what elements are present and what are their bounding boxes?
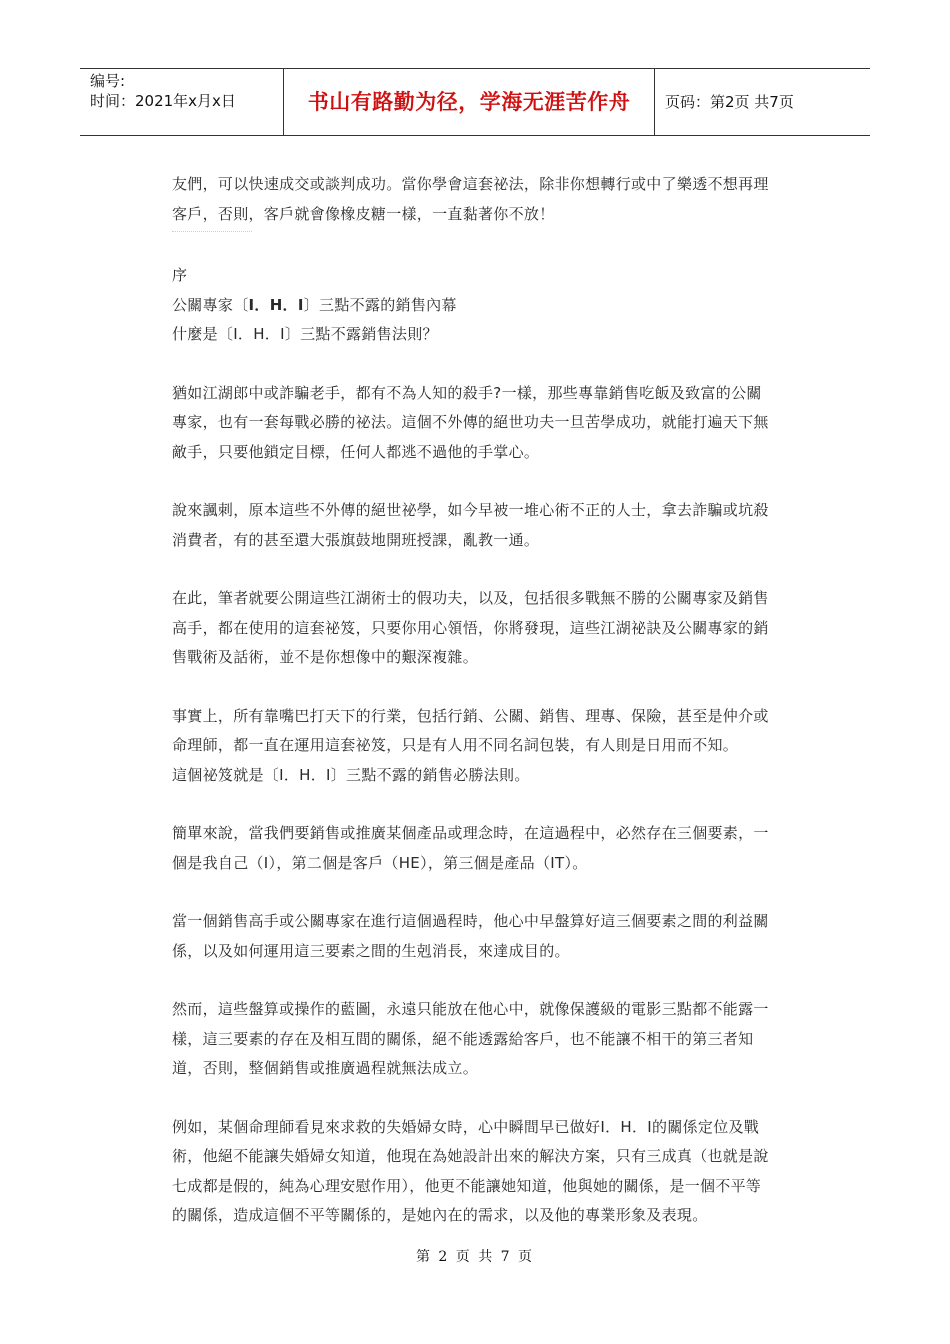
paragraph-line: 的關係，造成這個不平等關係的，是她內在的需求，以及他的專業形象及表現。: [172, 1206, 708, 1224]
preface-heading: [172, 291, 802, 321]
body-paragraph: [172, 584, 802, 673]
number-label: 编号:: [90, 72, 126, 90]
paragraph-line: 命理師，都一直在運用這套祕笈，只是有人用不同名詞包裝，有人則是日用而不知。: [172, 736, 739, 754]
preface-question: 什麼是〔I．H．I〕三點不露銷售法則？: [172, 325, 438, 343]
body-paragraph: [172, 819, 802, 878]
paragraph-line: 七成都是假的，純為心理安慰作用），他更不能讓她知道，他與她的關係，是一個不平等: [172, 1176, 762, 1195]
preface-block: [172, 261, 802, 350]
preface-heading-ihi: I．H．I: [248, 295, 304, 314]
divider: [172, 231, 252, 232]
body-paragraph: [172, 907, 802, 966]
body-paragraph: [172, 702, 802, 791]
body-paragraph: [172, 496, 802, 555]
body-paragraph: [172, 1113, 802, 1231]
header-page-label: 页码：第2页 共7页: [665, 93, 794, 111]
intro-line-2: 客戶，否則，客戶就會像橡皮糖一樣，一直黏著你不放！: [172, 204, 555, 223]
paragraph-line: 敵手，只要他鎖定目標，任何人都逃不過他的手掌心。: [172, 442, 540, 461]
paragraph-line: 專家，也有一套每戰必勝的祕法。這個不外傳的絕世功夫一旦苦學成功，就能打遍天下無: [172, 413, 769, 431]
paragraph-line: 係，以及如何運用這三要素之間的生剋消長，來達成目的。: [172, 941, 570, 960]
preface-title: 序: [172, 266, 188, 284]
paragraph-line: 猶如江湖郎中或詐騙老手，都有不為人知的殺手?一樣，那些專靠銷售吃飯及致富的公關: [172, 383, 762, 402]
paragraph-line: 然而，這些盤算或操作的藍圖，永遠只能放在他心中，就像保護級的電影三點都不能露一: [172, 1000, 769, 1018]
document-header: [80, 68, 870, 136]
paragraph-line: 消費者，有的甚至還大張旗鼓地開班授課，亂教一通。: [172, 530, 540, 549]
paragraph-line: 這個祕笈就是〔I．H．I〕三點不露的銷售必勝法則。: [172, 765, 530, 784]
paragraph-line: 術，他絕不能讓失婚婦女知道，他現在為她設計出來的解決方案，只有三成真（也就是說: [172, 1147, 769, 1165]
body-paragraphs: [172, 379, 802, 1231]
paragraph-line: 例如，某個命理師看見來求救的失婚婦女時，心中瞬間早已做好I．H．I的關係定位及戰: [172, 1117, 760, 1136]
header-meta: [80, 69, 283, 135]
document-body: [172, 170, 802, 1260]
page-footer: 第 2 页 共 7 页: [415, 1249, 535, 1265]
body-paragraph: [172, 995, 802, 1084]
paragraph-line: 售戰術及話術，並不是你想像中的艱深複雜。: [172, 648, 479, 666]
paragraph-line: 高手，都在使用的這套祕笈，只要你用心領悟，你將發現，這些江湖祕訣及公關專家的銷: [172, 618, 769, 637]
paragraph-line: 說來諷刺，原本這些不外傳的絕世祕學，如今早被一堆心術不正的人士，拿去詐騙或坑殺: [172, 501, 769, 519]
paragraph-line: 簡單來說，當我們要銷售或推廣某個產品或理念時，在這過程中，必然存在三個要素，一: [172, 824, 769, 842]
time-label: 时间：2021年x月x日: [90, 92, 236, 110]
paragraph-line: 個是我自己（I），第二個是客戶（HE），第三個是產品（IT）。: [172, 853, 588, 872]
intro-paragraph: [172, 170, 802, 232]
preface-heading-pre: 公關專家〔: [172, 295, 249, 314]
paragraph-line: 當一個銷售高手或公關專家在進行這個過程時，他心中早盤算好這三個要素之間的利益關: [172, 912, 769, 930]
intro-line-1: 友們，可以快速成交或談判成功。當你學會這套祕法，除非你想轉行或中了樂透不想再理: [172, 175, 769, 193]
paragraph-line: 在此，筆者就要公開這些江湖術士的假功夫，以及，包括很多戰無不勝的公關專家及銷售: [172, 589, 769, 607]
preface-heading-post: 〕三點不露的銷售內幕: [303, 295, 457, 314]
paragraph-line: 樣，這三要素的存在及相互間的關係，絕不能透露給客戶，也不能讓不相干的第三者知: [172, 1029, 754, 1048]
paragraph-line: 事實上，所有靠嘴巴打天下的行業，包括行銷、公關、銷售、理專、保險，甚至是仲介或: [172, 706, 769, 725]
header-motto: 书山有路勤为径，学海无涯苦作舟: [283, 69, 655, 135]
paragraph-line: 道，否則，整個銷售或推廣過程就無法成立。: [172, 1059, 479, 1077]
body-paragraph: [172, 379, 802, 468]
